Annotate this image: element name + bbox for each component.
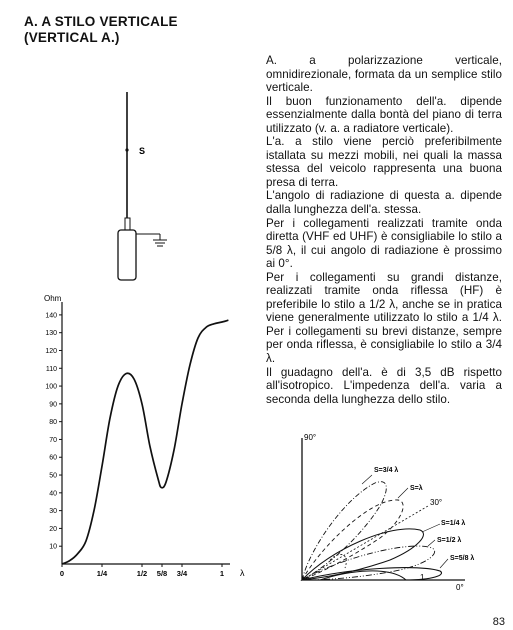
- paragraph: L'angolo di radiazione di questa a. dipende dalla lunghezza dell'a. stessa.: [266, 189, 502, 217]
- y-tick-label: 40: [49, 490, 57, 498]
- impedance-y-ticks: [45, 312, 62, 550]
- paragraph: L'a. a stilo viene perciò preferibilmente istallata su mezzi mobili, nei quali la massa stessa del veicolo rappresenta una buona presa di terra.: [266, 135, 502, 189]
- ground-symbol: [153, 240, 167, 246]
- paragraph: A. a polarizzazione verticale, omnidirezionale, formata da un semplice stilo verticale.: [266, 54, 502, 95]
- impedance-x-ticks: [60, 564, 224, 578]
- angle-label-90: 90°: [304, 433, 317, 442]
- y-tick-label: 130: [45, 330, 57, 338]
- x-tick-label: 1/4: [96, 569, 108, 578]
- antenna-illustration: [100, 88, 180, 288]
- y-tick-label: 120: [45, 347, 57, 355]
- y-tick-label: 20: [49, 525, 57, 533]
- impedance-x-axis-label: λ: [240, 568, 245, 578]
- y-tick-label: 90: [49, 401, 57, 409]
- x-tick-label: 5/8: [156, 569, 168, 578]
- page-number: 83: [492, 616, 505, 628]
- angle-label-0: 0°: [456, 583, 464, 592]
- paragraph: Per i collegamenti su grandi distanze, realizzati tramite onda riflessa (HF) è preferibile lo stilo a 1/2 λ, anche se in pratica viene generalmente utilizzato lo stilo a 1/4 λ. Per i collegamenti su brevi distanze, sempre per onda riflessa, è consigliabile lo stilo a 3/4 λ.: [266, 270, 502, 366]
- paragraph: Per i collegamenti realizzati tramite onda diretta (VHF ed UHF) è consigliabile lo stilo a 5/8 λ, il cui angolo di radiazione è prossimo ai 0°.: [266, 216, 502, 271]
- impedance-chart: [30, 290, 250, 590]
- impedance-y-axis-label: Ohm: [44, 294, 62, 303]
- series-label: S=3/4 λ: [374, 467, 399, 474]
- paragraph: Il guadagno dell'a. è di 3,5 dB rispetto all'isotropico. L'impedenza dell'a. varia a seconda della lunghezza dello stilo.: [266, 365, 502, 406]
- series-label: S=λ: [410, 485, 423, 492]
- angle-label-30: 30°: [430, 498, 443, 507]
- x-tick-label: 0: [59, 569, 65, 578]
- y-tick-label: 70: [49, 436, 57, 444]
- antenna-connector: [125, 218, 130, 230]
- y-tick-label: 50: [49, 472, 57, 480]
- angle-30-line: [302, 506, 428, 580]
- x-tick-label: 3/4: [176, 569, 188, 578]
- y-tick-label: 80: [49, 419, 57, 427]
- antenna-label-s: S: [139, 146, 146, 156]
- series-label: S=5/8 λ: [450, 555, 475, 562]
- y-tick-label: 60: [49, 454, 57, 462]
- series-label: S=1/4 λ: [441, 520, 466, 527]
- heading-line-2: (VERTICAL A.): [24, 30, 120, 45]
- body-text: [266, 54, 502, 406]
- y-tick-label: 110: [45, 365, 57, 373]
- y-tick-label: 140: [45, 312, 57, 320]
- y-tick-label: 100: [45, 383, 57, 391]
- x-tick-label: 1/2: [136, 569, 148, 578]
- antenna-base: [118, 230, 136, 280]
- radiation-pattern-chart: [290, 428, 495, 598]
- paragraph: Il buon funzionamento dell'a. dipende essenzialmente dalla bontà del piano di terra utilizzato (v. a. a radiatore verticale).: [266, 94, 502, 135]
- section-heading: [24, 14, 178, 46]
- y-tick-label: 30: [49, 508, 57, 516]
- x-tick-label: 1: [219, 569, 225, 578]
- impedance-axes: [62, 302, 230, 564]
- y-tick-label: 10: [49, 543, 57, 551]
- heading-line-1: A. A STILO VERTICALE: [24, 14, 178, 29]
- series-label: S=1/2 λ: [437, 537, 462, 544]
- axis-mark-1: 1: [420, 573, 425, 582]
- impedance-curve: [62, 320, 228, 564]
